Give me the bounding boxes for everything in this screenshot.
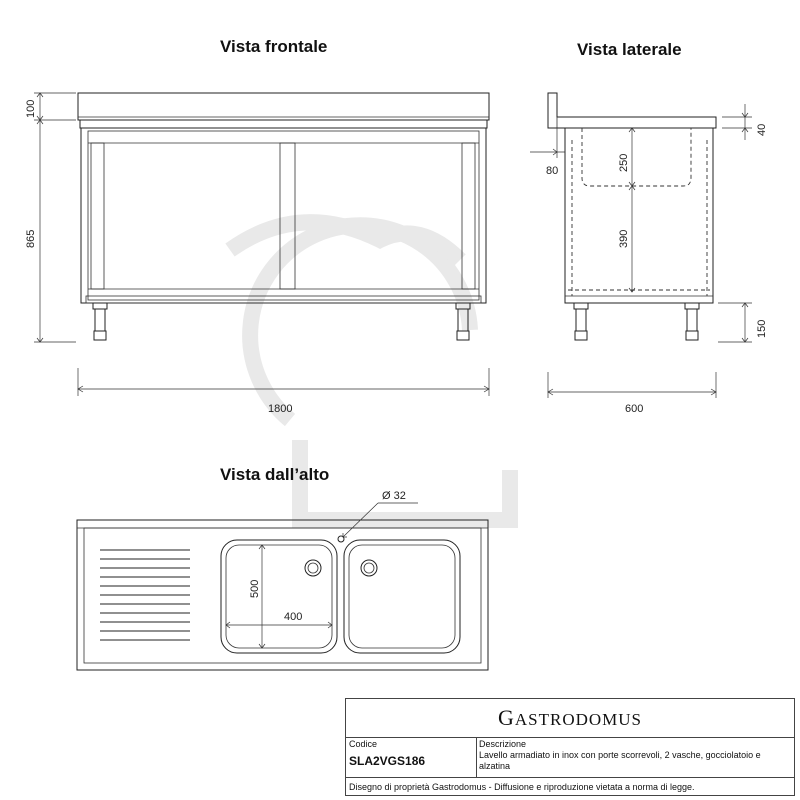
side-view-title: Vista laterale [577,40,682,59]
code-label: Codice [349,739,378,749]
description-label: Descrizione [479,739,527,749]
dim-basin-depth: 500 [249,579,261,598]
dim-side-inner-height: 390 [618,229,630,248]
side-feet [574,303,699,340]
brand-logo [346,699,794,738]
code-cell [346,737,477,777]
product-description: Lavello armadiato in inox con porte scorrevoli, 2 vasche, gocciolatoio e alzatina [479,750,761,771]
drainboard-grooves [100,550,190,640]
title-block [345,698,795,796]
brand-initial: G [497,705,515,730]
dim-front-body-height: 865 [25,229,37,248]
dim-side-feet-height: 150 [756,319,768,338]
front-view [78,93,489,340]
basin-left [221,540,337,653]
dim-side-top-height: 40 [756,123,768,136]
copyright-notice: Disegno di proprietà Gastrodomus - Diffusione e riproduzione vietata a norma di legge. [346,777,794,796]
basin-right [344,540,460,653]
dim-tap-hole: Ø 32 [382,490,406,502]
dim-side-basin-depth: 250 [618,153,630,172]
front-top-panel [78,93,489,120]
dim-side-width: 600 [625,403,644,415]
product-code: SLA2VGS186 [349,754,426,768]
dim-side-overhang: 80 [546,165,559,177]
dim-front-top-height: 100 [25,99,37,118]
side-dimensions [530,104,768,415]
description-cell [476,737,794,777]
brand-name: ASTRODOMUS [514,710,643,729]
dim-basin-width: 400 [284,611,303,623]
top-view-title: Vista dall’alto [220,465,330,484]
dim-front-width: 1800 [268,403,293,415]
front-view-title: Vista frontale [220,37,328,56]
front-cabinet-body [81,128,486,303]
front-feet [93,303,470,340]
